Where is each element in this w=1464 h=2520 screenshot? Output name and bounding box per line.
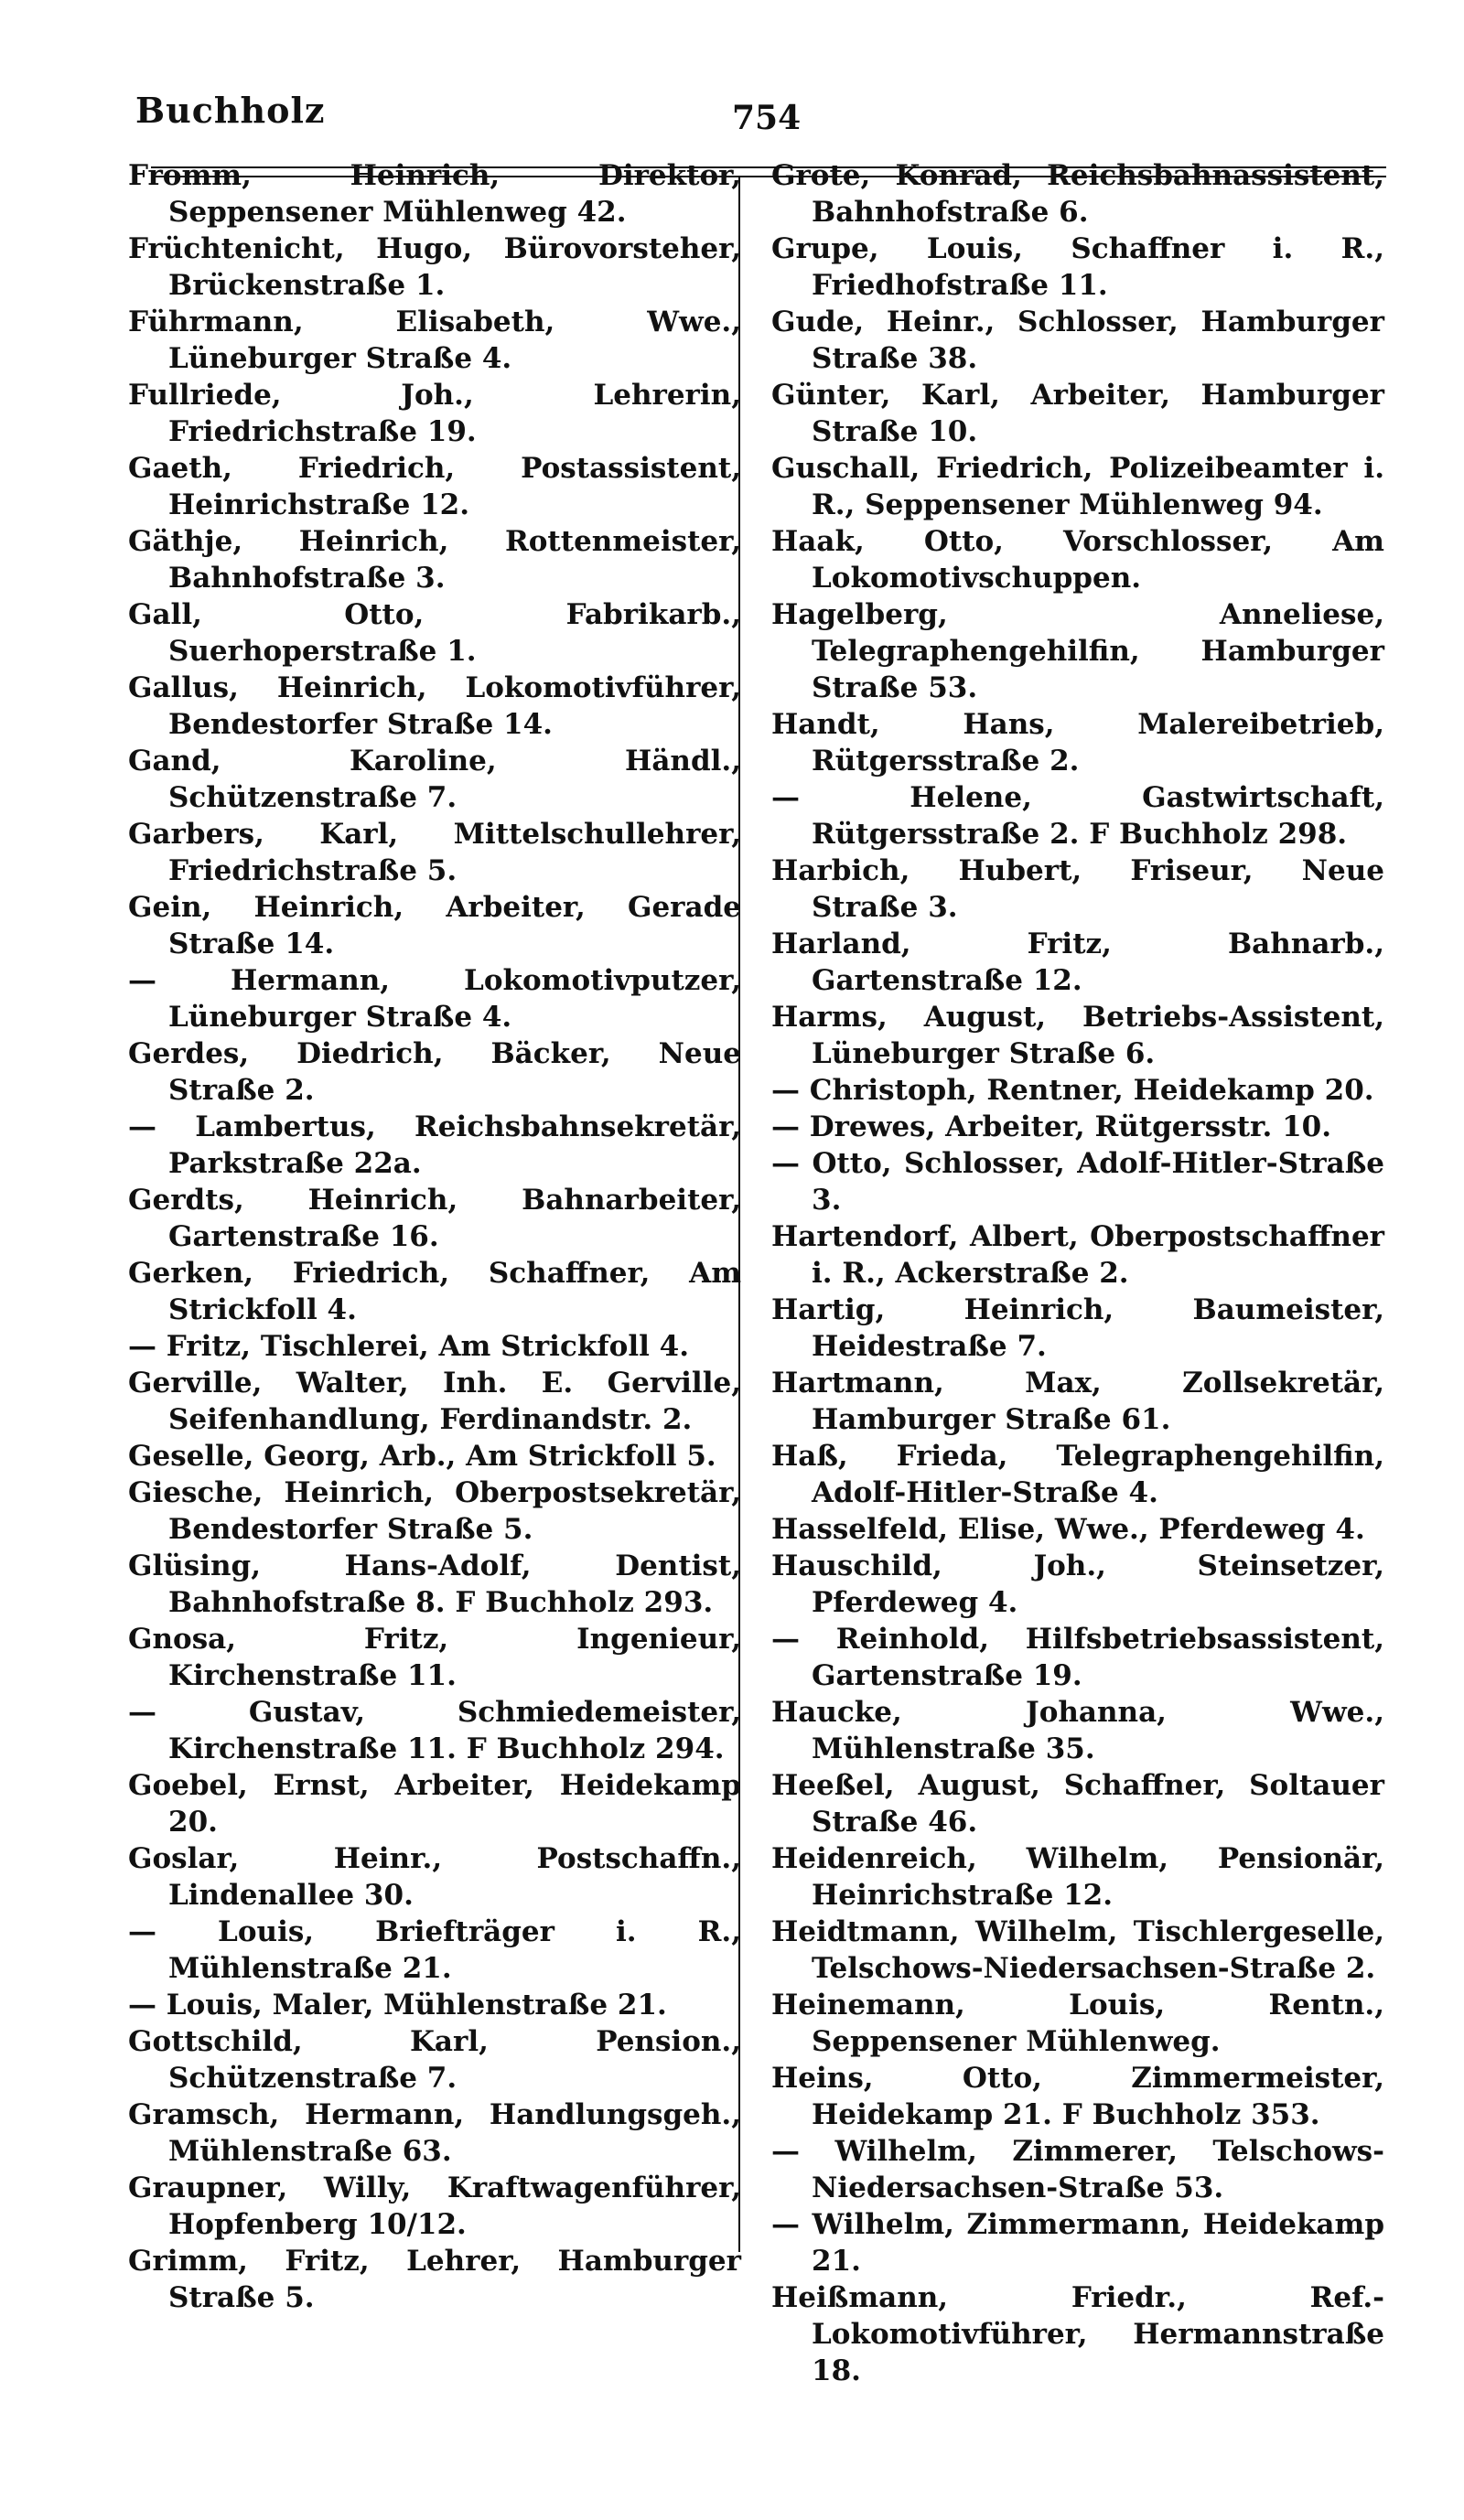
directory-entry: Führmann, Elisabeth, Wwe., Lüneburger Straße 4.: [128, 306, 741, 375]
directory-entry: Guschall, Friedrich, Polizeibeamter i. R., Seppensener Mühlenweg 94.: [771, 452, 1384, 521]
directory-entry: Haucke, Johanna, Wwe., Mühlenstraße 35.: [771, 1696, 1384, 1765]
directory-entry: Gallus, Heinrich, Lokomotivführer, Bendestorfer Straße 14.: [128, 671, 741, 741]
directory-entry: Fullriede, Joh., Lehrerin, Friedrichstraße 19.: [128, 379, 741, 448]
directory-entry: Gerken, Friedrich, Schaffner, Am Strickfoll 4.: [128, 1257, 741, 1326]
right-column: [771, 157, 1384, 2389]
directory-entry: Giesche, Heinrich, Oberpostsekretär, Bendestorfer Straße 5.: [128, 1476, 741, 1546]
directory-entry: — Louis, Maler, Mühlenstraße 21.: [128, 1989, 667, 2021]
directory-entry: Haß, Frieda, Telegraphengehilfin, Adolf-Hitler-Straße 4.: [771, 1440, 1384, 1509]
directory-entry: Gand, Karoline, Händl., Schützenstraße 7.: [128, 745, 741, 814]
directory-entry: Geselle, Georg, Arb., Am Strickfoll 5.: [128, 1440, 716, 1473]
left-column: [128, 157, 741, 2316]
directory-entry: Fromm, Heinrich, Direktor, Seppensener Mühlenweg 42.: [128, 159, 741, 229]
directory-entry: Hagelberg, Anneliese, Telegraphengehilfin, Hamburger Straße 53.: [771, 598, 1384, 704]
directory-entry: Gall, Otto, Fabrikarb., Suerhoperstraße 1.: [128, 598, 741, 668]
directory-entry: Gein, Heinrich, Arbeiter, Gerade Straße 14.: [128, 891, 741, 960]
directory-entry: Harms, August, Betriebs-Assistent, Lüneburger Straße 6.: [771, 1001, 1384, 1070]
page-number: 754: [732, 99, 802, 137]
directory-entry: Heinemann, Louis, Rentn., Seppensener Mühlenweg.: [771, 1989, 1384, 2058]
directory-entry: Graupner, Willy, Kraftwagenführer, Hopfenberg 10/12.: [128, 2171, 741, 2241]
directory-entry: Gerdes, Diedrich, Bäcker, Neue Straße 2.: [128, 1037, 741, 1107]
directory-entry: — Louis, Briefträger i. R., Mühlenstraße 21.: [128, 1915, 741, 1985]
directory-entry: Gude, Heinr., Schlosser, Hamburger Straße 38.: [771, 306, 1384, 375]
directory-entry: Gottschild, Karl, Pension., Schützenstraße 7.: [128, 2025, 741, 2095]
directory-entry: — Gustav, Schmiedemeister, Kirchenstraße 11. F Buchholz 294.: [128, 1696, 741, 1765]
directory-entry: Goebel, Ernst, Arbeiter, Heidekamp 20.: [128, 1769, 741, 1839]
directory-entry: Gerville, Walter, Inh. E. Gerville, Seifenhandlung, Ferdinandstr. 2.: [128, 1367, 741, 1436]
directory-entry: Hartig, Heinrich, Baumeister, Heidestraße 7.: [771, 1293, 1384, 1363]
directory-entry: — Otto, Schlosser, Adolf-Hitler-Straße 3.: [771, 1147, 1384, 1217]
directory-entry: Heißmann, Friedr., Ref.-Lokomotivführer, Hermannstraße 18.: [771, 2281, 1384, 2387]
directory-entry: Heeßel, August, Schaffner, Soltauer Straße 46.: [771, 1769, 1384, 1839]
directory-entry: — Wilhelm, Zimmermann, Heidekamp 21.: [771, 2208, 1384, 2278]
directory-entry: Heidtmann, Wilhelm, Tischlergeselle, Telschows-Niedersachsen-Straße 2.: [771, 1915, 1384, 1985]
directory-entry: — Hermann, Lokomotivputzer, Lüneburger Straße 4.: [128, 964, 741, 1034]
directory-entry: — Wilhelm, Zimmerer, Telschows-Niedersachsen-Straße 53.: [771, 2135, 1384, 2204]
directory-entry: Hasselfeld, Elise, Wwe., Pferdeweg 4.: [771, 1513, 1365, 1546]
directory-entry: Goslar, Heinr., Postschaffn., Lindenallee 30.: [128, 1842, 741, 1912]
directory-entry: — Christoph, Rentner, Heidekamp 20.: [771, 1074, 1374, 1107]
running-head: Buchholz: [135, 90, 326, 131]
directory-entry: Handt, Hans, Malereibetrieb, Rütgersstraße 2.: [771, 708, 1384, 777]
directory-entry: Grupe, Louis, Schaffner i. R., Friedhofstraße 11.: [771, 232, 1384, 302]
directory-entry: Hauschild, Joh., Steinsetzer, Pferdeweg 4.: [771, 1550, 1384, 1619]
directory-entry: Heins, Otto, Zimmermeister, Heidekamp 21. F Buchholz 353.: [771, 2062, 1384, 2131]
directory-entry: Gaeth, Friedrich, Postassistent, Heinrichstraße 12.: [128, 452, 741, 521]
directory-entry: Heidenreich, Wilhelm, Pensionär, Heinrichstraße 12.: [771, 1842, 1384, 1912]
directory-entry: Günter, Karl, Arbeiter, Hamburger Straße 10.: [771, 379, 1384, 448]
directory-entry: Grote, Konrad, Reichsbahnassistent, Bahnhofstraße 6.: [771, 159, 1384, 229]
directory-entry: Hartmann, Max, Zollsekretär, Hamburger Straße 61.: [771, 1367, 1384, 1436]
directory-entry: Glüsing, Hans-Adolf, Dentist, Bahnhofstraße 8. F Buchholz 293.: [128, 1550, 741, 1619]
directory-entry: Haak, Otto, Vorschlosser, Am Lokomotivschuppen.: [771, 525, 1384, 595]
directory-entry: — Drewes, Arbeiter, Rütgersstr. 10.: [771, 1110, 1332, 1143]
directory-entry: — Helene, Gastwirtschaft, Rütgersstraße 2. F Buchholz 298.: [771, 781, 1384, 851]
directory-entry: Gramsch, Hermann, Handlungsgeh., Mühlenstraße 63.: [128, 2098, 741, 2168]
directory-entry: Gerdts, Heinrich, Bahnarbeiter, Gartenstraße 16.: [128, 1184, 741, 1253]
directory-entry: — Lambertus, Reichsbahnsekretär, Parkstraße 22a.: [128, 1110, 741, 1180]
directory-entry: Grimm, Fritz, Lehrer, Hamburger Straße 5.: [128, 2245, 741, 2314]
directory-entry: Gäthje, Heinrich, Rottenmeister, Bahnhofstraße 3.: [128, 525, 741, 595]
directory-entry: — Reinhold, Hilfsbetriebsassistent, Gartenstraße 19.: [771, 1623, 1384, 1692]
directory-entry: Früchtenicht, Hugo, Bürovorsteher, Brückenstraße 1.: [128, 232, 741, 302]
directory-entry: Harbich, Hubert, Friseur, Neue Straße 3.: [771, 854, 1384, 924]
directory-entry: Gnosa, Fritz, Ingenieur, Kirchenstraße 11.: [128, 1623, 741, 1692]
directory-entry: Harland, Fritz, Bahnarb., Gartenstraße 12.: [771, 928, 1384, 997]
directory-entry: Hartendorf, Albert, Oberpostschaffner i. R., Ackerstraße 2.: [771, 1220, 1384, 1290]
directory-entry: Garbers, Karl, Mittelschullehrer, Friedrichstraße 5.: [128, 818, 741, 887]
directory-entry: — Fritz, Tischlerei, Am Strickfoll 4.: [128, 1330, 690, 1363]
